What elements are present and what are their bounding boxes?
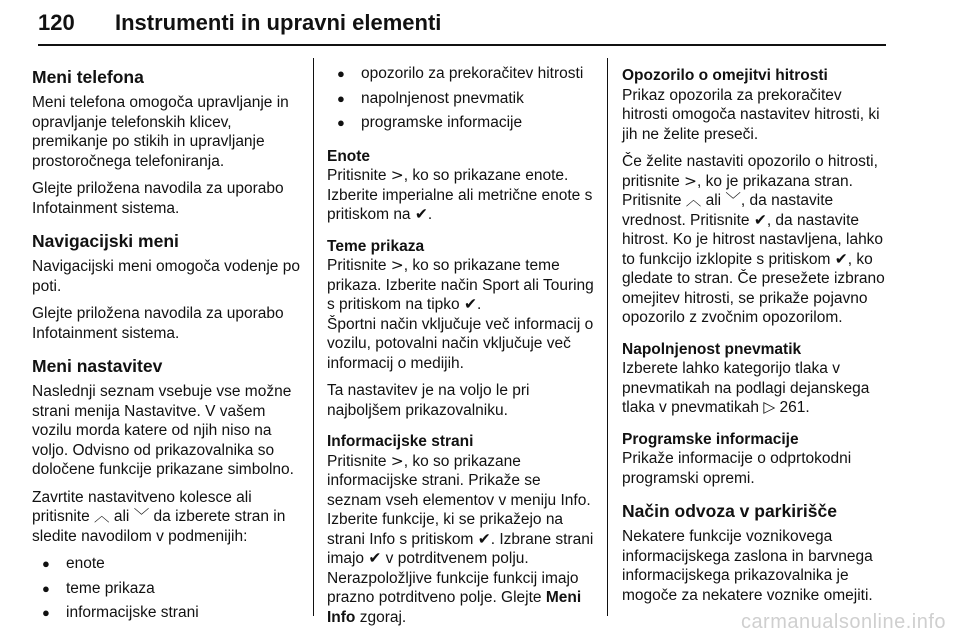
section-settings-menu — [32, 355, 302, 623]
column-1 — [32, 66, 302, 629]
right-arrow-icon: > — [684, 171, 698, 190]
section-speed-limit-warning — [622, 66, 890, 328]
page-reference: 261 — [779, 399, 806, 416]
paragraph: Glejte priložena navodila za uporabo Infotainment sistema. — [32, 305, 284, 342]
settings-list-continued — [327, 64, 597, 133]
column-divider — [313, 58, 314, 616]
checkmark-icon: ✔ — [463, 295, 477, 313]
section-heading: Meni telefona — [32, 67, 144, 87]
section-navigation-menu — [32, 230, 302, 343]
paragraph: Zavrtite nastavitveno kolesce ali pritisnite ︿ ali ﹀ da izberete stran in sledite navodilom v podmenijih: — [32, 488, 286, 545]
paragraph: Prikaže informacije o odprtokodni programski opremi. — [622, 450, 852, 487]
down-chevron-icon: ﹀ — [133, 507, 150, 525]
checkmark-icon: ✔ — [477, 529, 491, 548]
list-item: ● teme prikaza — [32, 579, 302, 599]
list-item: ● napolnjenost pnevmatik — [327, 89, 597, 109]
right-arrow-icon: > — [390, 256, 404, 274]
section-heading: Način odvoza v parkirišče — [622, 501, 837, 521]
list-item: ● programske informacije — [327, 113, 597, 133]
column-3 — [622, 66, 890, 613]
section-phone-menu — [32, 66, 302, 218]
page-number: 120 — [38, 10, 75, 35]
page-reference-icon: ▷ — [763, 398, 776, 416]
paragraph: Pritisnite >, ko so prikazane enote. Izberite imperialne ali metrične enote s pritiskom na ✔. — [327, 166, 593, 223]
watermark: carmanualsonline.info — [740, 611, 946, 633]
checkmark-icon: ✔ — [414, 205, 428, 223]
section-display-themes — [327, 237, 597, 421]
right-arrow-icon: > — [390, 166, 404, 184]
up-chevron-icon: ︿ — [94, 507, 110, 525]
paragraph: Naslednji seznam vsebuje vse možne strani menija Nastavitve. V vašem vozilu morda katere od njih niso na voljo. Odvisno od prikazovalnika so določene funkcije prikazane simbolno. — [32, 383, 294, 478]
paragraph: Ta nastavitev je na voljo le pri najboljšem prikazovalniku. — [327, 382, 530, 419]
page-header — [38, 6, 888, 46]
paragraph: Če želite nastaviti opozorilo o hitrosti, pritisnite >, ko je prikazana stran. Pritisnite ︿ ali ﹀, da nastavite vrednost. Pritisnite ✔, da nastavite hitrost. Ko je hitrost nastavljena, lahko to funkcijo izklopite s pritiskom ✔, ko gledate to stran. Če presežete izbrano omejitev hitrosti, se prikaže pojavno opozorilo z zvočnim opozorilom. — [622, 153, 885, 326]
column-divider — [607, 58, 608, 616]
checkmark-icon: ✔ — [834, 249, 848, 268]
checkmark-icon: ✔ — [368, 549, 382, 567]
right-arrow-icon: > — [390, 451, 404, 470]
list-item: ● opozorilo za prekoračitev hitrosti — [327, 64, 597, 84]
section-heading: Navigacijski meni — [32, 231, 179, 251]
cross-reference: Meni Info — [327, 589, 582, 626]
subsection-heading: Enote — [327, 147, 371, 165]
section-valet-mode — [622, 500, 890, 605]
paragraph: Glejte priložena navodila za uporabo Infotainment sistema. — [32, 180, 284, 217]
paragraph: Meni telefona omogoča upravljanje in opravljanje telefonskih klicev, premikanje po stikih in upravljanje prostoročnega telefoniranja. — [32, 94, 289, 170]
subsection-heading: Opozorilo o omejitvi hitrosti — [622, 67, 828, 84]
checkmark-icon: ✔ — [753, 210, 767, 229]
subsection-heading: Informacijske strani — [327, 433, 474, 450]
up-chevron-icon: ︿ — [685, 191, 702, 209]
subsection-heading: Teme prikaza — [327, 237, 425, 255]
section-title: Instrumenti in upravni elementi — [115, 10, 442, 35]
list-item: ● enote — [32, 554, 302, 574]
down-chevron-icon: ﹀ — [725, 191, 741, 209]
paragraph: Nekatere funkcije voznikovega informacijskega zaslona in barvnega informacijskega prikazovalnika je mogoče za nekatere voznike omejiti. — [622, 528, 873, 604]
column-2 — [327, 64, 597, 635]
subsection-heading: Programske informacije — [622, 430, 799, 448]
paragraph: Izberete lahko kategorijo tlaka v pnevmatikah na podlagi dejanskega tlaka v pnevmatikah ▷ 261. — [622, 360, 870, 416]
section-units — [327, 147, 597, 225]
paragraph: Pritisnite >, ko so prikazane informacijske strani. Prikaže se seznam vseh elementov v meniju Info. Izberite funkcije, ki se prikažejo na strani Info s pritiskom ✔. Izbrane strani imajo ✔ v potrditvenem polju. Nerazpoložljive funkcije funkcij imajo prazno potrditveno polje. Glejte Meni Info zgoraj. — [327, 451, 594, 626]
section-heading: Meni nastavitev — [32, 356, 163, 376]
section-software-info — [622, 430, 890, 489]
section-tire-pressure — [622, 340, 890, 418]
list-item: ● informacijske strani — [32, 603, 302, 623]
paragraph: Prikaz opozorila za prekoračitev hitrosti omogoča nastavitev hitrosti, ki jih ne želite preseči. — [622, 86, 880, 143]
header-rule — [38, 44, 886, 46]
section-info-pages — [327, 432, 597, 627]
paragraph: Navigacijski meni omogoča vodenje po poti. — [32, 258, 300, 295]
paragraph: Pritisnite >, ko so prikazane teme prikaza. Izberite način Sport ali Touring s pritiskom na tipko ✔. Športni način vključuje več informacij o vozilu, potovalni način vključuje več informacij o medijih. — [327, 256, 594, 372]
subsection-heading: Napolnjenost pnevmatik — [622, 340, 802, 358]
settings-list — [32, 554, 302, 623]
